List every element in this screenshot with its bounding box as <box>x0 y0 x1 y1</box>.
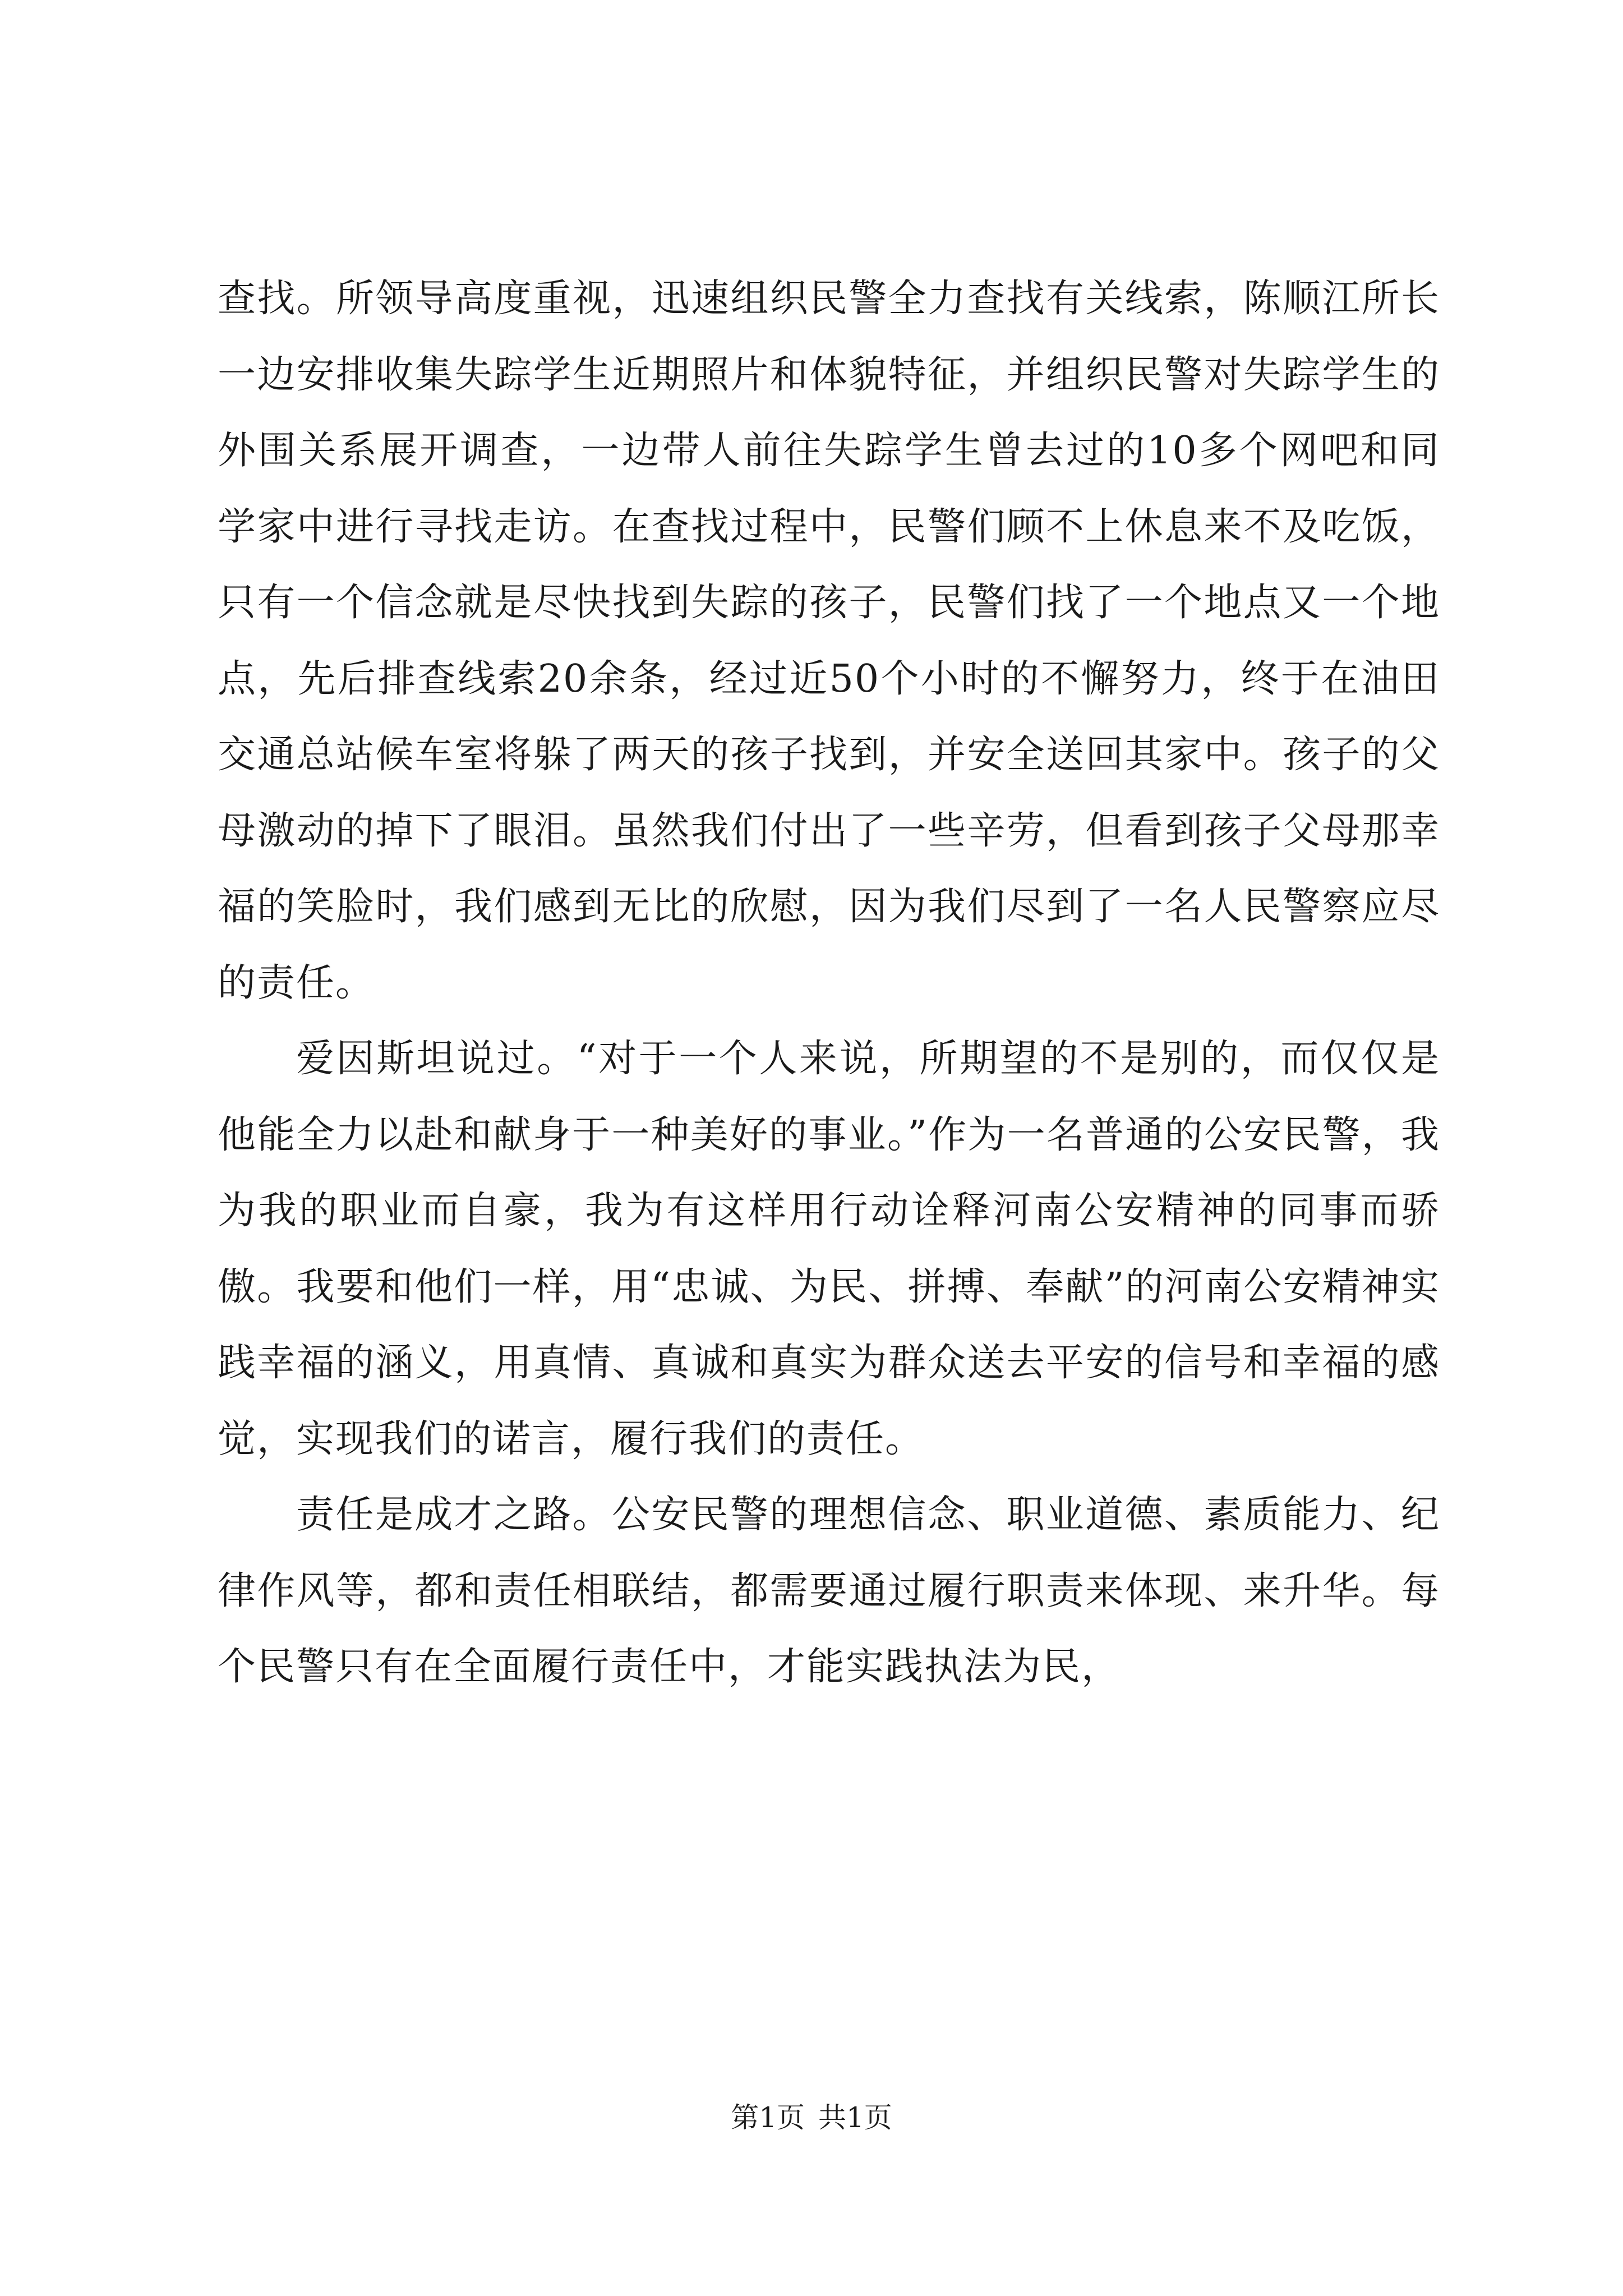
document-body <box>218 261 1440 1705</box>
paragraph-3: 责任是成才之路。公安民警的理想信念、职业道德、素质能力、纪律作风等，都和责任相联结，都需要通过履行职责来体现、来升华。每个民警只有在全面履行责任中，才能实践执法为民， <box>218 1493 1440 1689</box>
paragraph-1: 查找。所领导高度重视，迅速组织民警全力查找有关线索，陈顺江所长一边安排收集失踪学生近期照片和体貌特征，并组织民警对失踪学生的外围关系展开调查，一边带人前往失踪学生曾去过的10多个网吧和同学家中进行寻找走访。在查找过程中，民警们顾不上休息来不及吃饭，只有一个信念就是尽快找到失踪的孩子，民警们找了一个地点又一个地点，先后排查线索20余条，经过近50个小时的不懈努力，终于在油田交通总站候车室将躲了两天的孩子找到，并安全送回其家中。孩子的父母激动的掉下了眼泪。虽然我们付出了一些辛劳，但看到孩子父母那幸福的笑脸时，我们感到无比的欣慰，因为我们尽到了一名人民警察应尽的责任。 <box>218 277 1440 1005</box>
paragraph-2: 爱因斯坦说过。“对于一个人来说，所期望的不是别的，而仅仅是他能全力以赴和献身于一种美好的事业。”作为一名普通的公安民警，我为我的职业而自豪，我为有这样用行动诠释河南公安精神的同事而骄傲。我要和他们一样，用“忠诚、为民、拼搏、奉献”的河南公安精神实践幸福的涵义，用真情、真诚和真实为群众送去平安的信号和幸福的感觉，实现我们的诺言，履行我们的责任。 <box>218 1037 1440 1461</box>
page-number: 第1页 <box>731 2101 805 2134</box>
page-footer <box>0 2098 1623 2137</box>
page-total: 共1页 <box>818 2101 892 2134</box>
